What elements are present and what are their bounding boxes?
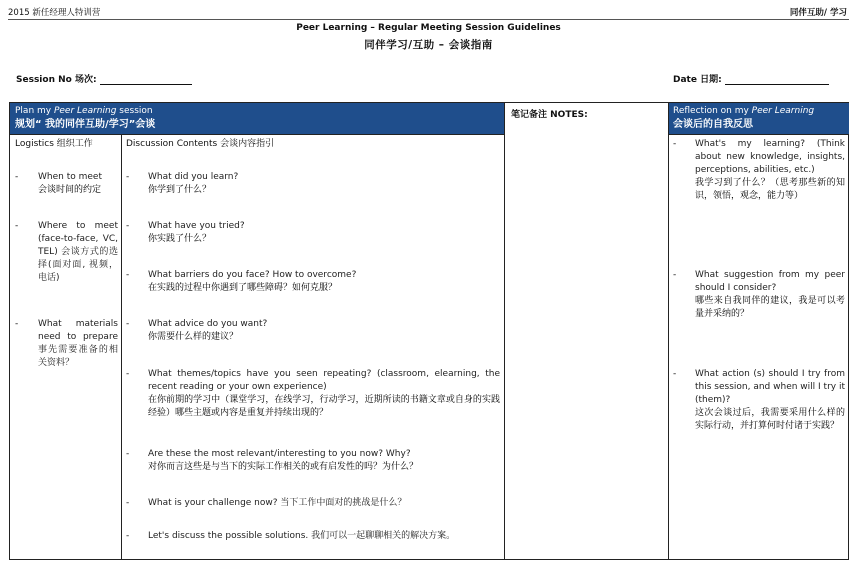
document-title-chinese: 同伴学习/互助 – 会谈指南 bbox=[364, 39, 493, 51]
bullet-dash: - bbox=[126, 221, 130, 231]
plan-header-english: Plan my Peer Learning session bbox=[15, 106, 153, 116]
bullet-dash: - bbox=[15, 172, 19, 182]
notes-writing-area[interactable] bbox=[505, 123, 667, 559]
discussion-title: Discussion Contents 会谈内容指引 bbox=[126, 139, 275, 149]
bullet-dash: - bbox=[126, 319, 130, 329]
bullet-dash: - bbox=[126, 270, 130, 280]
logistics-title: Logistics 组织工作 bbox=[15, 139, 93, 149]
logistics-column-divider bbox=[121, 134, 122, 559]
reflection-header-english: Reflection on my Peer Learning bbox=[673, 106, 815, 116]
plan-header-divider bbox=[10, 134, 504, 135]
guidelines-table: Plan my Peer Learning session 规划“ 我的同伴互助/学习”会谈 笔记备注 NOTES: Reflection on my Peer Learning 会谈后的自我反思 Logistics 组织工作 - When to meet 会谈时间的约定 - Where to meet (face-to-face, VC, TEL) 会谈方式的选择(面对面, 视频，电话) - What materials need to prepare 事先需要准备的相关资料？ Discussion Contents 会谈内容指引 - What did you learn? 你学到了什么？ - What have you tried? 你实践了什么？ - What barriers do you face? How to overcome? 在实践的过程中你遇到了哪些障碍？如何克服？ - What advice do you want? 你需要什么样的建议？ - What themes/topics have you seen repeating? (classroom, elearning, the recent reading or your own experience) 在你前期的学习中（课堂学习，在线学习，行动学习，近期所读的书籍文章或自身的实践经验）哪些主题或内容是重复并持续出现的？ - Are these the most relevant/interesting to you now? Why? 对你而言这些是与当下的实际工作相关的或有启发性的吗？为什么？ - What is your challenge now? 当下工作中面对的挑战是什么？ - Let's discuss the possible solutions. 我们可以一起聊聊相关的解决方案。 - What's my learning? (Think about new knowledge, insights, perceptions, abilities, etc.) 我学习到了什么？（思考那些新的知识，领悟，观念，能力等） - What suggestion from my peer should I consider? 哪些来自我同伴的建议，我是可以考量并采纳的？ - What action (s) should I try from this session, and when will I try it (them)? 这次会谈过后，我需要采用什么样的实际行动，并打算何时付诸于实践？ bbox=[9, 102, 849, 560]
document-title-english: Peer Learning – Regular Meeting Session Guidelines bbox=[296, 23, 561, 33]
bullet-dash: - bbox=[126, 531, 130, 541]
bullet-dash: - bbox=[126, 172, 130, 182]
session-number-field bbox=[16, 72, 192, 85]
bullet-dash: - bbox=[673, 270, 677, 280]
bullet-dash: - bbox=[126, 369, 130, 379]
bullet-dash: - bbox=[673, 369, 677, 379]
bullet-dash: - bbox=[15, 221, 19, 231]
header-left-text: 2015 新任经理人特训营 bbox=[8, 8, 101, 18]
plan-header-cell bbox=[10, 103, 504, 134]
plan-header-chinese: 规划“ 我的同伴互助/学习”会谈 bbox=[15, 119, 156, 130]
reflection-header-cell bbox=[668, 103, 849, 134]
notes-header: 笔记备注 NOTES: bbox=[511, 110, 588, 120]
session-number-label: Session No 场次: bbox=[16, 75, 97, 85]
reflection-header-chinese: 会谈后的自我反思 bbox=[673, 119, 753, 130]
header-divider bbox=[8, 19, 849, 20]
bullet-dash: - bbox=[126, 498, 130, 508]
notes-column-right-divider bbox=[668, 103, 669, 559]
date-field bbox=[673, 72, 829, 85]
date-label: Date 日期: bbox=[673, 75, 722, 85]
bullet-dash: - bbox=[673, 139, 677, 149]
session-number-line[interactable] bbox=[100, 73, 192, 85]
header-right-text: 同伴互助/ 学习 bbox=[789, 8, 847, 18]
bullet-dash: - bbox=[15, 319, 19, 329]
bullet-dash: - bbox=[126, 449, 130, 459]
date-line[interactable] bbox=[725, 73, 829, 85]
reflection-header-divider bbox=[668, 134, 849, 135]
